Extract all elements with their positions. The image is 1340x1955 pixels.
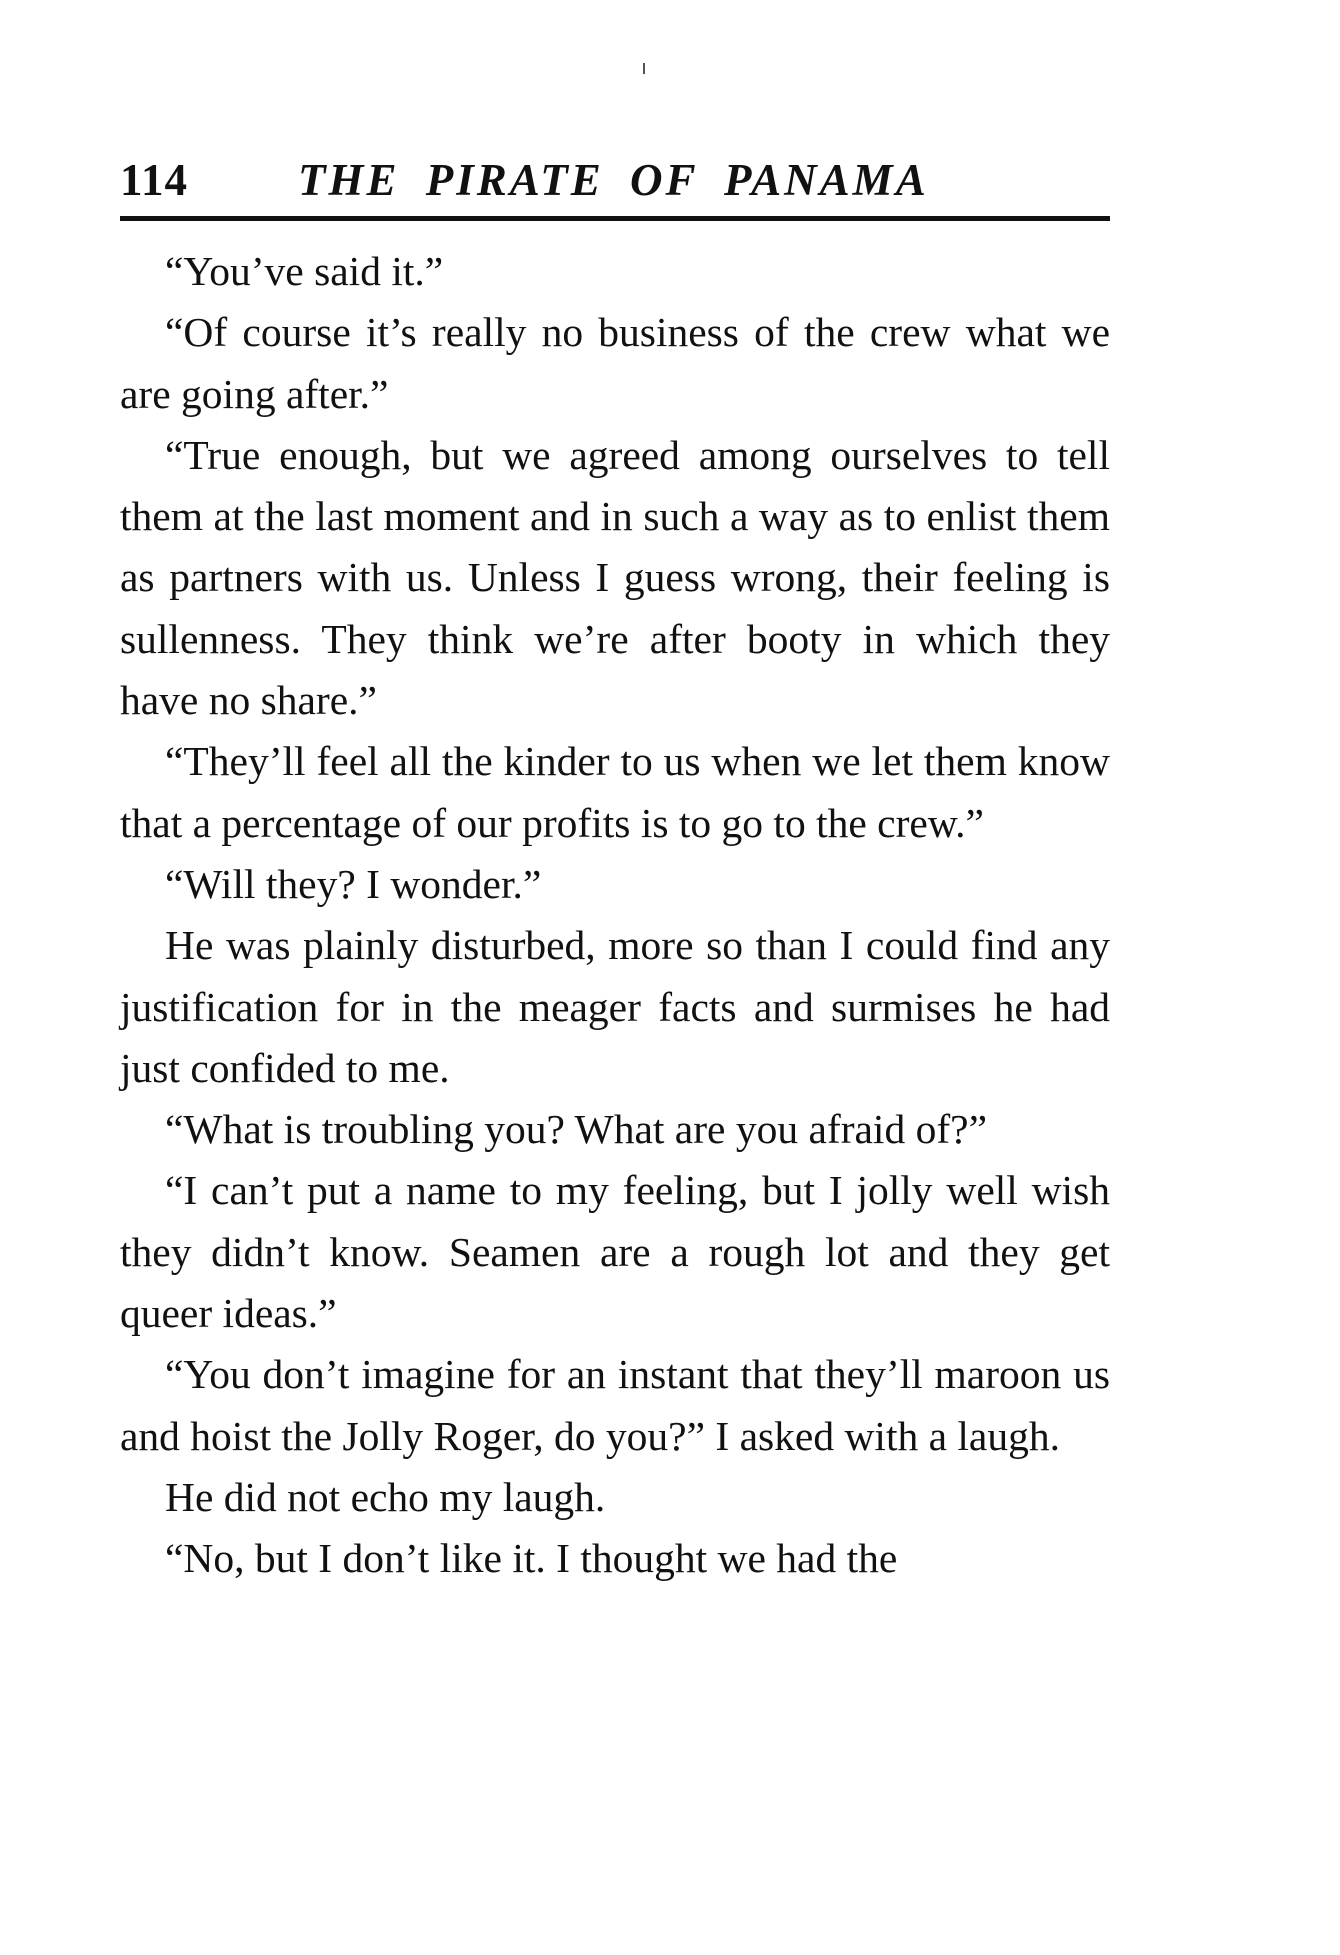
paragraph: “I can’t put a name to my feeling, but I jolly well wish they didn’t know. Seamen are a rough lot and they get queer ideas.” — [120, 1167, 1110, 1337]
paragraph: He was plainly disturbed, more so than I could find any justification for in the meager facts and surmises he had just confided to me. — [120, 922, 1110, 1091]
paragraph: “What is troubling you? What are you afraid of?” — [165, 1106, 987, 1153]
paragraph: “Of course it’s really no business of the crew what we are going after.” — [120, 309, 1110, 417]
paragraph: He did not echo my laugh. — [165, 1473, 606, 1520]
page-content — [120, 150, 1110, 1590]
running-title: THE PIRATE OF PANAMA — [298, 155, 929, 205]
paragraph: “They’ll feel all the kinder to us when we let them know that a percentage of our profits is to go to the crew.” — [120, 738, 1110, 846]
body-text — [120, 241, 1110, 1590]
running-header — [120, 150, 1110, 221]
paragraph: “True enough, but we agreed among ourselves to tell them at the last moment and in such a way as to enlist them as partners with us. Unless I guess wrong, their feeling is sullenness. They think we’re after booty in which they have no share.” — [120, 431, 1110, 724]
paragraph: “You don’t imagine for an instant that they’ll maroon us and hoist the Jolly Roger, do you?” I asked with a laugh. — [120, 1351, 1110, 1459]
paragraph: “No, but I don’t like it. I thought we had the — [165, 1535, 898, 1582]
print-mark — [643, 63, 645, 74]
paragraph: “Will they? I wonder.” — [165, 860, 542, 907]
paragraph: “You’ve said it.” — [165, 248, 444, 294]
page-number: 114 — [120, 155, 189, 205]
